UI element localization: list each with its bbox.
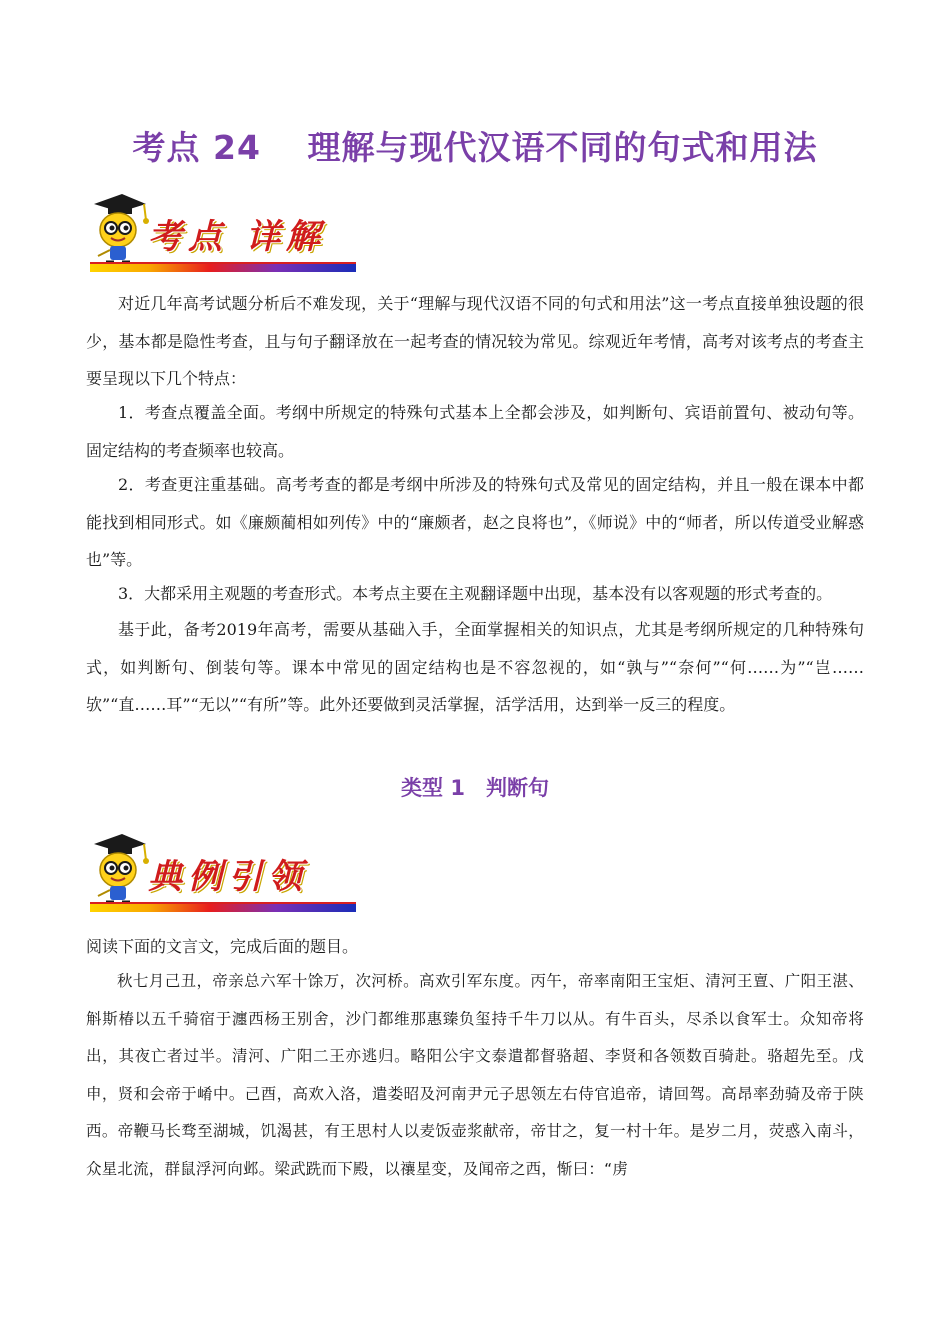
- section-banner-kaodian: [86, 190, 356, 272]
- classical-passage: 秋七月己丑，帝亲总六军十馀万，次河桥。高欢引军东度。丙午，帝率南阳王宝炬、清河王亶、广阳王湛、斛斯椿以五千骑宿于瀍西杨王别舍，沙门都维那惠臻负玺持千牛刀以从。有牛百头，尽杀以食军士。众知帝将出，其夜亡者过半。清河、广阳二王亦逃归。略阳公宇文泰遣都督骆超、李贤和各领数百骑赴。骆超先至。戊申，贤和会帝于崤中。己酉，高欢入洛，遣娄昭及河南尹元子思领左右侍官追帝，请回驾。高昂率劲骑及帝于陕西。帝鞭马长骛至湖城，饥渴甚，有王思村人以麦饭壶浆献帝，帝甘之，复一村十年。是岁二月，荧惑入南斗，众星北流，群鼠浮河向邺。梁武跣而下殿，以禳星变，及闻帝之西，惭曰：“虏: [86, 972, 864, 1178]
- page-title: 考点 24 理解与现代汉语不同的句式和用法: [132, 128, 818, 167]
- banner-label: 考点 详解: [148, 217, 326, 257]
- scholar-mascot-icon: [86, 830, 150, 906]
- intro-paragraph-3: 2．考查更注重基础。高考考查的都是考纲中所涉及的特殊句式及常见的固定结构，并且一般在课本中都能找到相同形式。如《廉颇蔺相如列传》中的“廉颇者，赵之良将也”，《师说》中的“师者，所以传道受业解惑也”等。: [86, 475, 864, 569]
- intro-paragraph-2: 1．考查点覆盖全面。考纲中所规定的特殊句式基本上全都会涉及，如判断句、宾语前置句、被动句等。固定结构的考查频率也较高。: [86, 403, 864, 460]
- reading-instruction: 阅读下面的文言文，完成后面的题目。: [86, 937, 359, 956]
- banner-underline: [90, 902, 356, 912]
- intro-paragraph-4: 3．大都采用主观题的考查形式。本考点主要在主观翻译题中出现，基本没有以客观题的形式考查的。: [118, 584, 833, 603]
- section-banner-dianli: [86, 830, 356, 912]
- section-subtitle: 类型 1 判断句: [401, 776, 549, 800]
- intro-paragraph-1: 对近几年高考试题分析后不难发现，关于“理解与现代汉语不同的句式和用法”这一考点直接单独设题的很少，基本都是隐性考查，且与句子翻译放在一起考查的情况较为常见。综观近年考情，高考对该考点的考查主要呈现以下几个特点：: [86, 294, 864, 388]
- intro-paragraph-5: 基于此，备考2019年高考，需要从基础入手，全面掌握相关的知识点，尤其是考纲所规定的几种特殊句式，如判断句、倒装句等。课本中常见的固定结构也是不容忽视的，如“孰与”“奈何”“何……为”“岂……欤”“直……耳”“无以”“有所”等。此外还要做到灵活掌握，活学活用，达到举一反三的程度。: [86, 620, 864, 714]
- scholar-mascot-icon: [86, 190, 150, 266]
- banner-label: 典例引领: [148, 857, 308, 897]
- banner-underline: [90, 262, 356, 272]
